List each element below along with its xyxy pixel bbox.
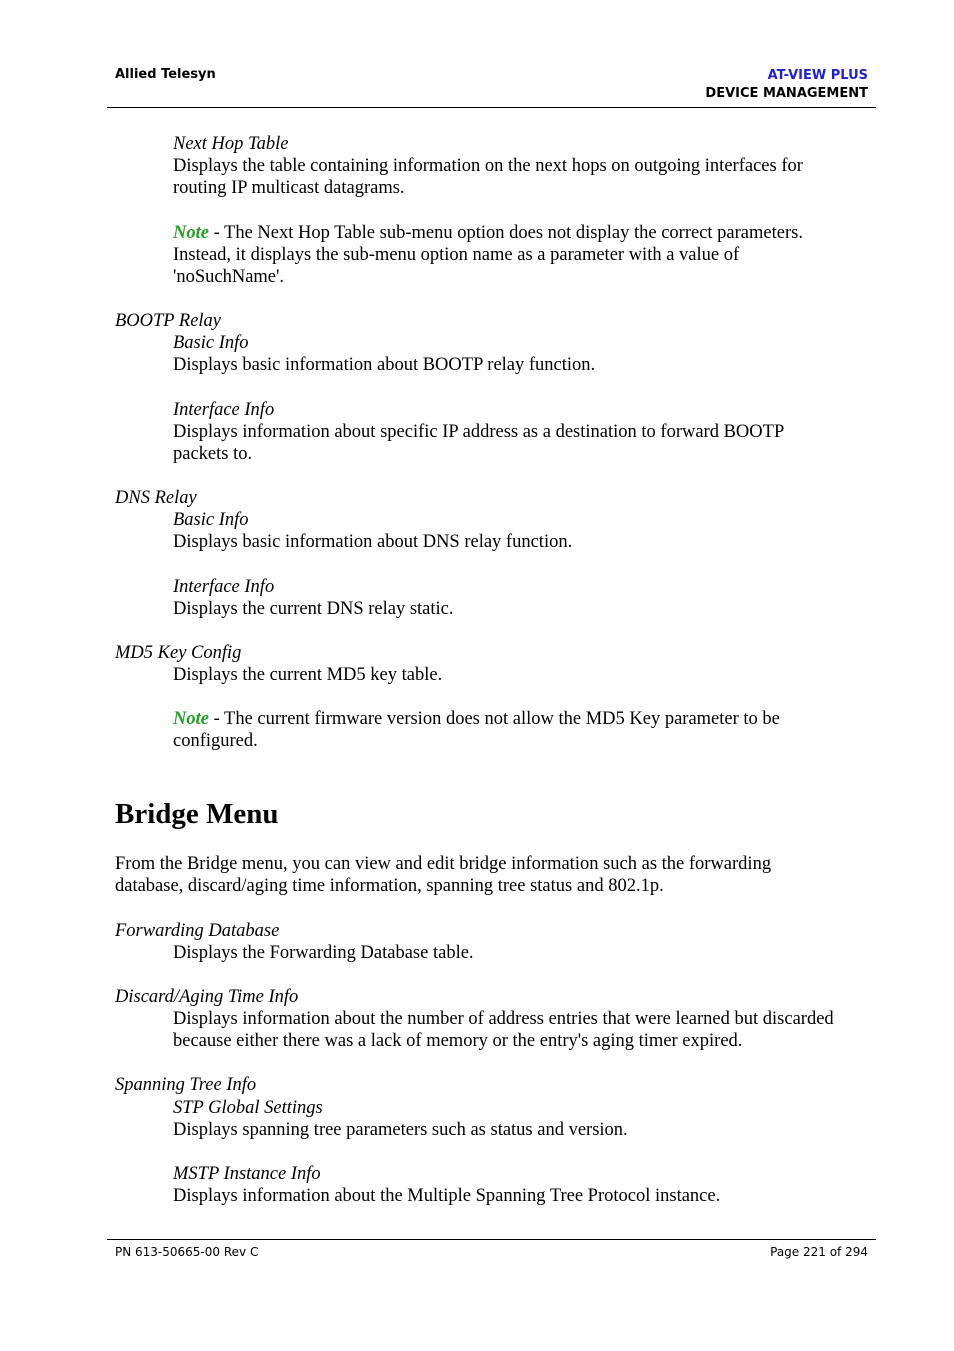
note-paragraph (173, 708, 780, 730)
note-label: Note (173, 223, 209, 243)
footer-rule (107, 1239, 876, 1240)
next-hop-desc-line: Displays the table containing information on the next hops on outgoing interfaces for (173, 156, 803, 176)
header-rule (107, 107, 876, 108)
note-label: Note (173, 709, 209, 729)
forwarding-database-desc: Displays the Forwarding Database table. (173, 943, 474, 963)
aging-time-desc-line: because either there was a lack of memory or the entry's aging timer expired. (173, 1031, 743, 1051)
bridge-intro-line: From the Bridge menu, you can view and edit bridge information such as the forwarding (115, 854, 772, 874)
mstp-instance-title: MSTP Instance Info (173, 1164, 321, 1184)
header-product: AT-VIEW PLUS (767, 68, 868, 83)
dns-basic-title: Basic Info (173, 510, 249, 530)
footer-part-number: PN 613-50665-00 Rev C (115, 1245, 259, 1259)
dns-interface-desc: Displays the current DNS relay static. (173, 599, 454, 619)
footer-page-number: Page 221 of 294 (770, 1245, 868, 1259)
header-title-block (705, 67, 868, 103)
aging-time-title: Discard/Aging Time Info (115, 987, 299, 1007)
aging-time-desc-line: Displays information about the number of address entries that were learned but discarded (173, 1009, 834, 1029)
forwarding-database-title: Forwarding Database (115, 921, 280, 941)
header-company: Allied Telesyn (115, 67, 216, 82)
note-text: - The current firmware version does not allow the MD5 Key parameter to be (208, 709, 780, 729)
note-text-line: 'noSuchName'. (173, 267, 284, 287)
header-section: DEVICE MANAGEMENT (705, 86, 868, 101)
note-text-line: Instead, it displays the sub-menu option name as a parameter with a value of (173, 245, 740, 265)
bootp-basic-desc: Displays basic information about BOOTP relay function. (173, 355, 596, 375)
md5-key-config-desc: Displays the current MD5 key table. (173, 665, 443, 685)
spanning-tree-title: Spanning Tree Info (115, 1075, 257, 1095)
md5-key-config-title: MD5 Key Config (115, 643, 242, 663)
bootp-relay-title: BOOTP Relay (115, 311, 222, 331)
bridge-menu-heading: Bridge Menu (115, 798, 279, 830)
bootp-interface-desc-line: packets to. (173, 444, 253, 464)
bridge-intro-line: database, discard/aging time information, spanning tree status and 802.1p. (115, 876, 664, 896)
note-paragraph (173, 222, 803, 244)
next-hop-title: Next Hop Table (173, 134, 289, 154)
bootp-basic-title: Basic Info (173, 333, 249, 353)
stp-global-desc: Displays spanning tree parameters such as status and version. (173, 1120, 628, 1140)
dns-interface-title: Interface Info (173, 577, 275, 597)
bootp-interface-desc-line: Displays information about specific IP address as a destination to forward BOOTP (173, 422, 785, 442)
bootp-interface-title: Interface Info (173, 400, 275, 420)
note-text-line: configured. (173, 731, 258, 751)
stp-global-title: STP Global Settings (173, 1098, 323, 1118)
dns-relay-title: DNS Relay (115, 488, 197, 508)
next-hop-desc-line: routing IP multicast datagrams. (173, 178, 405, 198)
dns-basic-desc: Displays basic information about DNS relay function. (173, 532, 573, 552)
mstp-instance-desc: Displays information about the Multiple Spanning Tree Protocol instance. (173, 1186, 721, 1206)
note-text: - The Next Hop Table sub-menu option does not display the correct parameters. (208, 223, 803, 243)
